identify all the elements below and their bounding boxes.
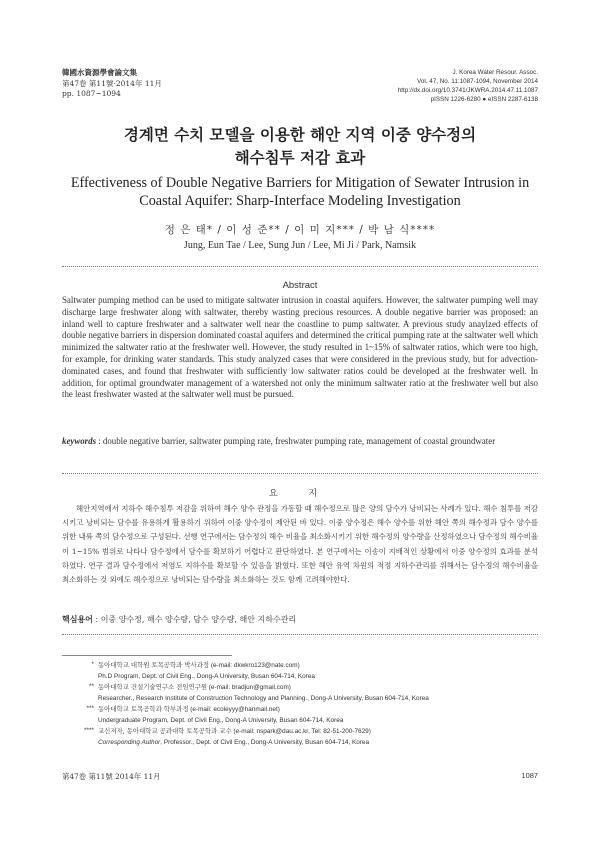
footnote-affil-en: Researcher., Research Institute of Construction Technology and Planning., Dong-A University, Busan 604-714, Korea — [98, 694, 429, 702]
footnote-affil-ko: 동아대학교 토목공학과 학부과정 — [98, 705, 189, 713]
volume-ko: 第47卷 第11號·2014年 11月 — [62, 78, 162, 88]
footnote-affil-ko: 동아대학교 대학원 토목공학과 박사과정 — [98, 661, 210, 669]
footnote — [62, 726, 538, 748]
footnote-affil-en: Ph.D Program, Dept. of Civil Eng., Dong-A University, Busan 604-714, Korea — [98, 672, 315, 680]
footnote-affil-en: , Professor., Dept. of Civil Eng., Dong-A University, Busan 604-714, Korea — [160, 738, 370, 746]
summary-body: 해안지역에서 지하수 해수침투 저감을 위하여 해수 양수 관정을 가동할 때 해수정으로 많은 양의 담수가 낭비되는 사례가 있다. 해수 침투를 저감시키고 낭비되는 담수를 유용하게 활용하기 위하여 이중 양수정이 제안된 바 있다. 이중 양수정은 해수 양수를 위한 해안 쪽의 해수정과 담수 양수를 위한 내륙 쪽의 담수정으로 구성된다. 선행 연구에서는 담수정의 해수 비율을 최소화시키기 위한 해수정의 양수량을 산정하였으나 담수정의 해수비율이 1~15% 범위로 나타나 담수정에서 담수를 확보하기 어렵다고 판단하였다. 본 연구에서는 이송이 지배적인 상황에서 이중 양수정의 효과를 분석하였다. 연구 결과 담수정에서 저염도 지하수를 확보할 수 있음을 밝혔다. 또한 해안 유역 차원의 적정 지하수관리를 위해서는 담수정의 해수비율을 최소화하는 것 외에도 해수정으로 낭비되는 담수량을 최소화하는 것도 함께 고려해야한다. — [62, 504, 538, 585]
summary-heading: 요 지 — [268, 489, 332, 499]
abstract-body: Saltwater pumping method can be used to mitigate saltwater intrusion in coastal aquifers. However, the saltwater pumping well may discharge large freshwater along with saltwater, thereby wasting precious resources. A double negative barrier was proposed: an inland well to capture freshwater and a saltwater well near the coastline to pump saltwater. A previous study anaylzed effects of double negative barriers in dispersion dominated coastal aquifers and determined the critical pumping rate at the saltwater well which minimized the saltwater ratio at the freshwater well. However, the study resulted in 1~15% of saltwater ratios, which were too high, for example, for drinking water standards. This study analyzed cases that were considered in the previous study, but for advection-dominated cases, and found that freshwater with sufficiently low saltwater ratios could be developed at the freshwater well. In addition, for optimal groundwater management of a watershed not only the minimum saltwater ratio at the freshwater well but also the least freshwater wasted at the saltwater well must be pursued. — [62, 295, 538, 400]
footnote-rule — [62, 655, 232, 656]
authors-korean: 정 은 태* / 이 성 준** / 이 미 지*** / 박 남 식**** — [164, 224, 436, 236]
header-left — [62, 68, 162, 100]
volume-en: Vol. 47, No. 11:1087-1094, November 2014 — [416, 78, 538, 85]
title-ko-line1: 경계면 수치 모델을 이용한 해안 지역 이중 양수정의 — [123, 126, 477, 144]
footnote-email: (e-mail: bradjun@gmail.com) — [207, 684, 291, 691]
footnote-corresponding-label: Corresponding Author — [98, 738, 161, 746]
footnote-affil-en: Undergraduate Program, Dept. of Civil Eng., Dong-A University, Busan 604-714, Korea — [98, 716, 344, 724]
keywords-ko-label: 핵심용어 — [62, 615, 93, 624]
keywords-label: keywords — [62, 436, 97, 446]
footnotes — [62, 660, 538, 748]
title-english — [40, 174, 560, 210]
footnote-email: (e-mail: ecoleyyy@hanmail.net) — [188, 706, 280, 713]
divider — [62, 473, 538, 474]
header-right — [398, 68, 538, 104]
footnote-mark: **** — [84, 727, 94, 734]
divider — [62, 634, 538, 635]
title-en-line2: Coastal Aquifer: Sharp-Interface Modeling Investigation — [139, 193, 461, 209]
footnote-mark: ** — [89, 683, 94, 690]
journal-name-ko: 韓國水資源學會論文集 — [62, 68, 137, 77]
footnote — [62, 682, 538, 704]
issn: pISSN 1226-6280 ● eISSN 2287-6138 — [430, 96, 538, 103]
keywords-en — [62, 435, 538, 447]
title-en-line1: Effectiveness of Double Negative Barriers for Mitigation of Sewater Intrusion in — [70, 175, 530, 191]
doi-link[interactable]: http://dx.doi.org/10.3741/JKWRA.2014.47.11.1087 — [397, 87, 538, 94]
keywords-ko-text: : 이중 양수정, 해수 양수량, 담수 양수량, 해안 지하수관리 — [92, 615, 297, 624]
keywords-text: : double negative barrier, saltwater pumping rate, freshwater pumping rate, management of coastal groundwater — [96, 436, 496, 446]
keywords-ko — [62, 614, 538, 625]
footnote-email: (e-mail: dkwkro123@nate.com) — [209, 662, 300, 669]
footnote — [62, 660, 538, 682]
authors-english: Jung, Eun Tae / Lee, Sung Jun / Lee, Mi Ji / Park, Namsik — [183, 240, 417, 251]
title-ko-line2: 해수침투 저감 효과 — [234, 149, 366, 167]
abstract-heading: Abstract — [282, 280, 318, 291]
page-number: 1087 — [521, 771, 538, 780]
footer-issue: 第47卷 第11號 2014年 11月 — [62, 772, 161, 781]
footnote-mark: *** — [86, 705, 94, 712]
journal-name-en: J. Korea Water Resour. Assoc. — [452, 69, 538, 76]
footnote-email: (e-mail: nspark@dau.ac.kr, Tel: 82-51-200-7629) — [231, 728, 371, 735]
footnote-mark: * — [91, 661, 94, 668]
pages-ko: pp. 1087~1094 — [62, 89, 121, 98]
title-korean — [40, 124, 560, 170]
footnote — [62, 704, 538, 726]
footnote-affil-ko: 교신저자, 동아대학교 공과대학 토목공학과 교수 — [98, 727, 232, 735]
footnote-affil-ko: 동아대학교 건설기술연구소 전임연구원 — [98, 683, 208, 691]
divider — [62, 266, 538, 267]
